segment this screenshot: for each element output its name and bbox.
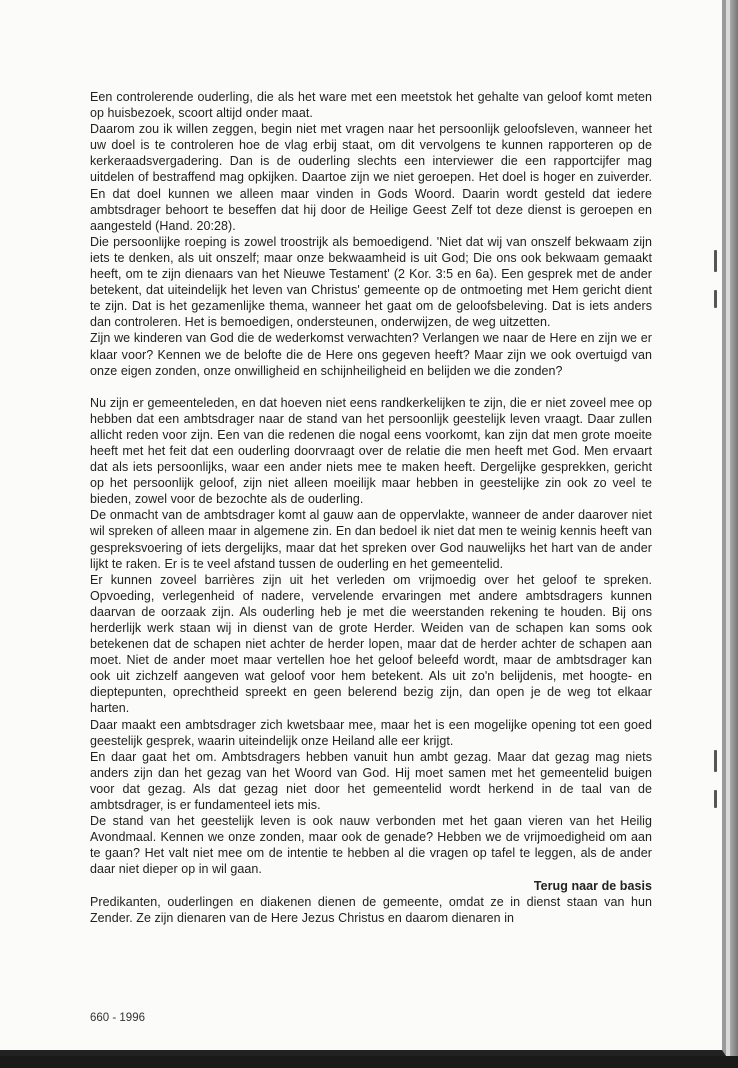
scan-mark bbox=[714, 290, 717, 308]
closing-paragraph: Predikanten, ouderlingen en diakenen dienen de gemeente, omdat ze in dienst staan van hun Zender. Ze zijn dienaren van de Here Jezus Christus en daarom dienaren in bbox=[90, 894, 652, 925]
paragraph-1: Een controlerende ouderling, die als het ware met een meetstok het gehalte van geloof komt meten op huisbezoek, scoort altijd onder maat. bbox=[90, 90, 652, 121]
paragraph-8: Daar maakt een ambtsdrager zich kwetsbaar mee, maar het is een mogelijke opening tot een goed geestelijk gesprek, waarin uiteindelijk onze Heiland alle eer krijgt. bbox=[90, 717, 652, 748]
scan-mark bbox=[714, 750, 717, 772]
scan-edge-bottom bbox=[0, 1056, 738, 1068]
page-number: 660 - 1996 bbox=[90, 1012, 145, 1024]
scan-edge-right bbox=[730, 0, 738, 1068]
scan-mark bbox=[714, 790, 717, 808]
paragraph-7: Er kunnen zoveel barrières zijn uit het verleden om vrijmoedig over het geloof te spreken. Opvoeding, verlegenheid of nadere, vervelende ervaringen met andere ambtsdragers kunnen daarvan de oorzaak zijn. Als ouderling heb je met die weerstanden rekening te houden. Bij ons herderlijk werk staan wij in dienst van de grote Herder. Weiden van de schapen kan soms ook betekenen dat de schapen niet achter de herder lopen, maar dat de herder achter de schapen aan moet. Niet de ander moet maar vertellen hoe het geloof beleefd wordt, maar de ambtsdrager kan ook uit zichzelf aangeven wat geloof voor hem betekent. Als uit zo'n belijdenis, met hoogte- en dieptepunten, oprechtheid spreekt en geen belerend bezig zijn, dan open je de weg tot elkaar harten. bbox=[90, 572, 652, 716]
paragraph-9: En daar gaat het om. Ambtsdragers hebben vanuit hun ambt gezag. Maar dat gezag mag niets anders zijn dan het gezag van het Woord van God. Hij moet samen met het gemeentelid buigen voor dat gezag. Als dat gezag niet door het gemeentelid wordt herkend in de taal van de ambtsdrager, is er fundamenteel iets mis. bbox=[90, 749, 652, 813]
section-heading: Terug naar de basis bbox=[533, 878, 652, 893]
scan-mark bbox=[714, 250, 717, 272]
paragraph-3: Die persoonlijke roeping is zowel troostrijk als bemoedigend. 'Niet dat wij van onszelf bekwaam zijn iets te denken, als uit onszelf; maar onze bekwaamheid is uit God; Die ons ook bekwaam gemaakt heeft, om te zijn dienaars van het Nieuwe Testament' (2 Kor. 3:5 en 6a). Een gesprek met de ander betekent, dat uiteindelijk het leven van Christus' gemeente op de ontmoeting met Hem gericht dient te zijn. Dat is het gezamenlijke thema, wanneer het gaat om de geloofsbeleving. Dat is iets anders dan controleren. Het is bemoedigen, ondersteunen, onderwijzen, de weg uitzetten. bbox=[90, 234, 652, 330]
paragraph-2: Daarom zou ik willen zeggen, begin niet met vragen naar het persoonlijk geloofsleven, wanneer het uw doel is te controleren hoe de vlag erbij staat, om dit vervolgens te kunnen rapporteren op de kerkeraadsvergadering. Dan is de ouderling slechts een interviewer die een rapportcijfer mag uitdelen of bestraffend mag opkijken. Daartoe zijn we niet geroepen. Het doel is hoger en zuiverder. En dat doel kunnen we alleen maar vinden in Gods Woord. Daarin wordt gesteld dat iedere ambtsdrager behoort te beseffen dat hij door de Heilige Geest Zelf tot deze dienst is geroepen en aangesteld (Hand. 20:28). bbox=[90, 122, 652, 233]
paragraph-4: Zijn we kinderen van God die de wederkomst verwachten? Verlangen we naar de Here en zijn we er klaar voor? Kennen we de belofte die de Here ons gegeven heeft? Maar zijn we ook overtuigd van onze eigen zonden, onze onwilligheid en schijnheiligheid en belijden we die zonden? bbox=[90, 331, 652, 378]
paragraph-5: Nu zijn er gemeenteleden, en dat hoeven niet eens randkerkelijken te zijn, die er niet zoveel mee op hebben dat een ambtsdrager naar de stand van het persoonlijk geestelijk leven vraagt. Daar zullen allicht reden voor zijn. Een van die redenen die nogal eens voorkomt, kan zijn dat men grote moeite heeft met het feit dat een ouderling doorvraagt over de relatie die men heeft met God. Men ervaart dat als iets persoonlijks, waar een ander niets mee te maken heeft. Dergelijke gesprekken, gericht op het persoonlijk geloof, zijn niet alleen moeilijk maar hebben in geestelijke zin ook zo veel te bieden, zowel voor de bezochte als de ouderling. bbox=[90, 395, 652, 507]
paragraph-10: De stand van het geestelijk leven is ook nauw verbonden met het gaan vieren van het Heilig Avondmaal. Kennen we onze zonden, maar ook de genade? Hebben we de vrijmoedigheid om aan te gaan? Het valt niet mee om de intentie te hebben al die vragen op tafel te leggen, als de ander daar niet dieper op in wil gaan. bbox=[90, 814, 652, 877]
paragraph-6: De onmacht van de ambtsdrager komt al gauw aan de oppervlakte, wanneer de ander daarover niet wil spreken of alleen maar in algemene zin. En dan bedoel ik niet dat men te weinig kennis heeft van gespreksvoering of iets dergelijks, maar dat het spreken over God nauwelijks het hart van de ander lijkt te raken. Er is te veel afstand tussen de ouderling en het gemeentelid. bbox=[90, 508, 652, 571]
article-body bbox=[90, 89, 652, 926]
